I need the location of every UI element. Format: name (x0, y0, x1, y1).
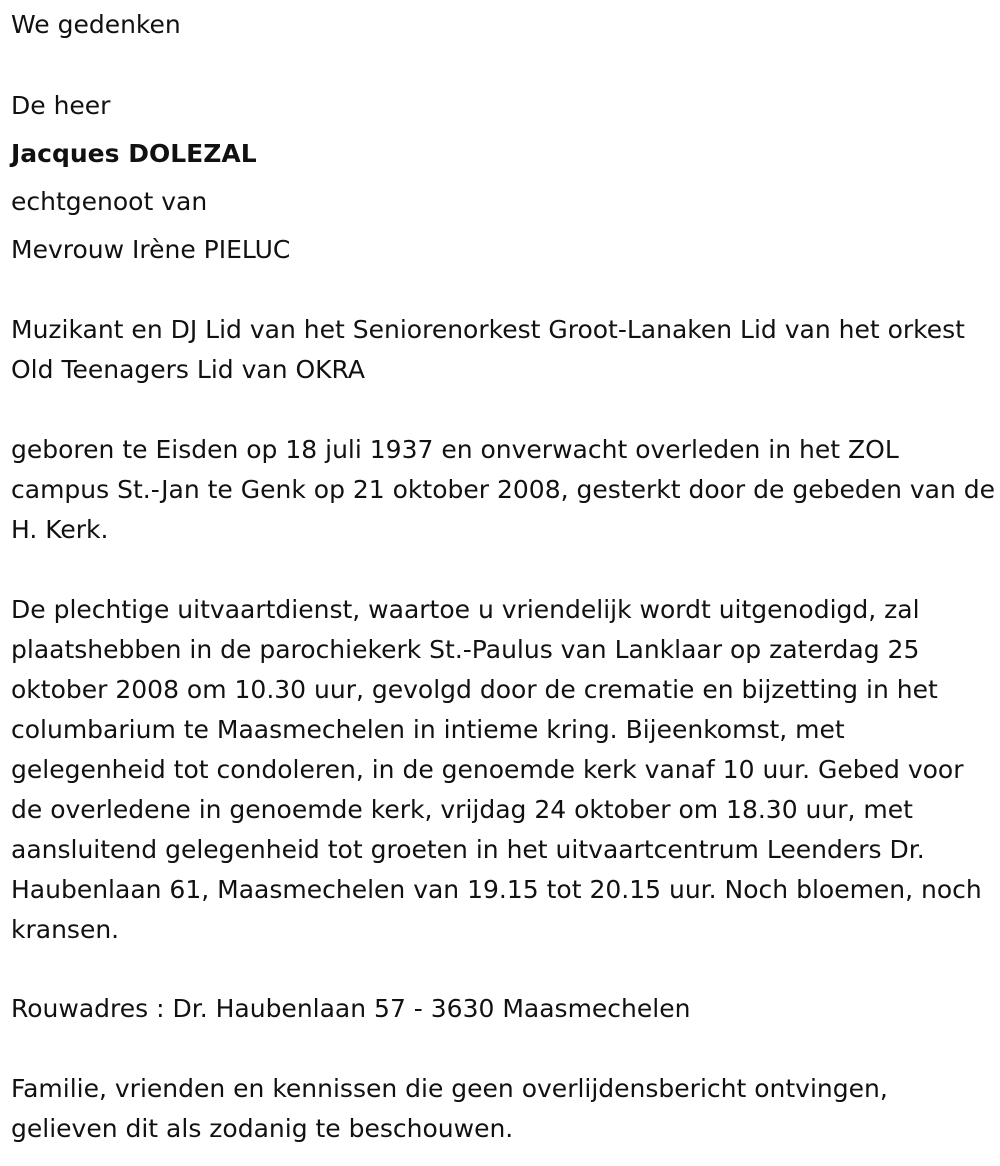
intro-heading: We gedenken (11, 10, 181, 39)
activities-paragraph: Muzikant en DJ Lid van het Seniorenorkest Groot-Lanaken Lid van het orkest Old Teenagers Lid van OKRA (11, 315, 965, 384)
funeral-paragraph: De plechtige uitvaartdienst, waartoe u vriendelijk wordt uitgenodigd, zal plaatshebben in de parochiekerk St.-Paulus van Lanklaar op zaterdag 25 oktober 2008 om 10.30 uur, gevolgd door de crematie en bijzetting in het columbarium te Maasmechelen in intieme kring. Bijeenkomst, met gelegenheid tot condoleren, in de genoemde kerk vanaf 10 uur. Gebed voor de overledene in genoemde kerk, vrijdag 24 oktober om 18.30 uur, met aansluitend gelegenheid tot groeten in het uitvaartcentrum Leenders Dr. Haubenlaan 61, Maasmechelen van 19.15 tot 20.15 uur. Noch bloemen, noch kransen. (11, 595, 982, 944)
person-title: De heer (11, 91, 111, 120)
person-name: Jacques DOLEZAL (11, 139, 257, 168)
birth-death-paragraph: geboren te Eisden op 18 juli 1937 en onverwacht overleden in het ZOL campus St.-Jan te Genk op 21 oktober 2008, gesterkt door de gebeden van de H. Kerk. (11, 435, 996, 544)
notice-paragraph: Familie, vrienden en kennissen die geen overlijdensbericht ontvingen, gelieven dit als zodanig te beschouwen. (11, 1074, 888, 1143)
spouse-name: Mevrouw Irène PIELUC (11, 235, 291, 264)
relation-text: echtgenoot van (11, 187, 208, 216)
mourning-address: Rouwadres : Dr. Haubenlaan 57 - 3630 Maasmechelen (11, 994, 691, 1023)
